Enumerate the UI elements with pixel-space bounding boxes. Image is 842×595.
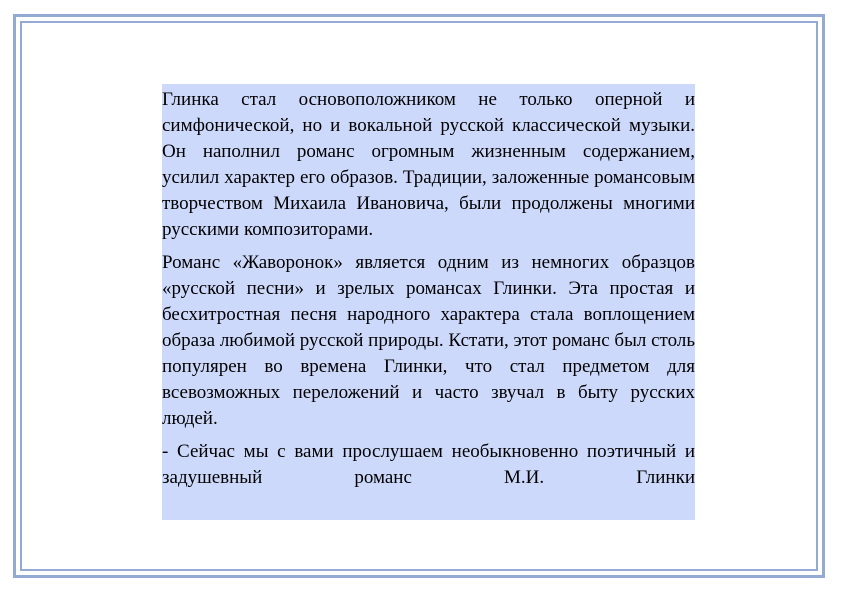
paragraph-listening-intro: - Сейчас мы с вами прослушаем необыкновенно поэтичный и задушевный романс М.И. Глинки	[162, 441, 695, 488]
paragraph-glinka-founder: Глинка стал основоположником не только оперной и симфонической, но и вокальной русской классической музыки. Он наполнил романс огромным жизненным содержанием, усилил характер его образов. Традиции, заложенные романсовым творчеством Михаила Ивановича, были продолжены многими русскими композиторами.	[162, 89, 695, 240]
paragraph-lark-romance: Романс «Жаворонок» является одним из немногих образцов «русской песни» и зрелых романсах Глинки. Эта простая и бесхитростная песня народного характера стала воплощением образа любимой русской природы. Кстати, этот романс был столь популярен во времена Глинки, что стал предметом для всевозможных переложений и часто звучал в быту русских людей.	[162, 252, 695, 429]
text-block	[162, 84, 695, 520]
